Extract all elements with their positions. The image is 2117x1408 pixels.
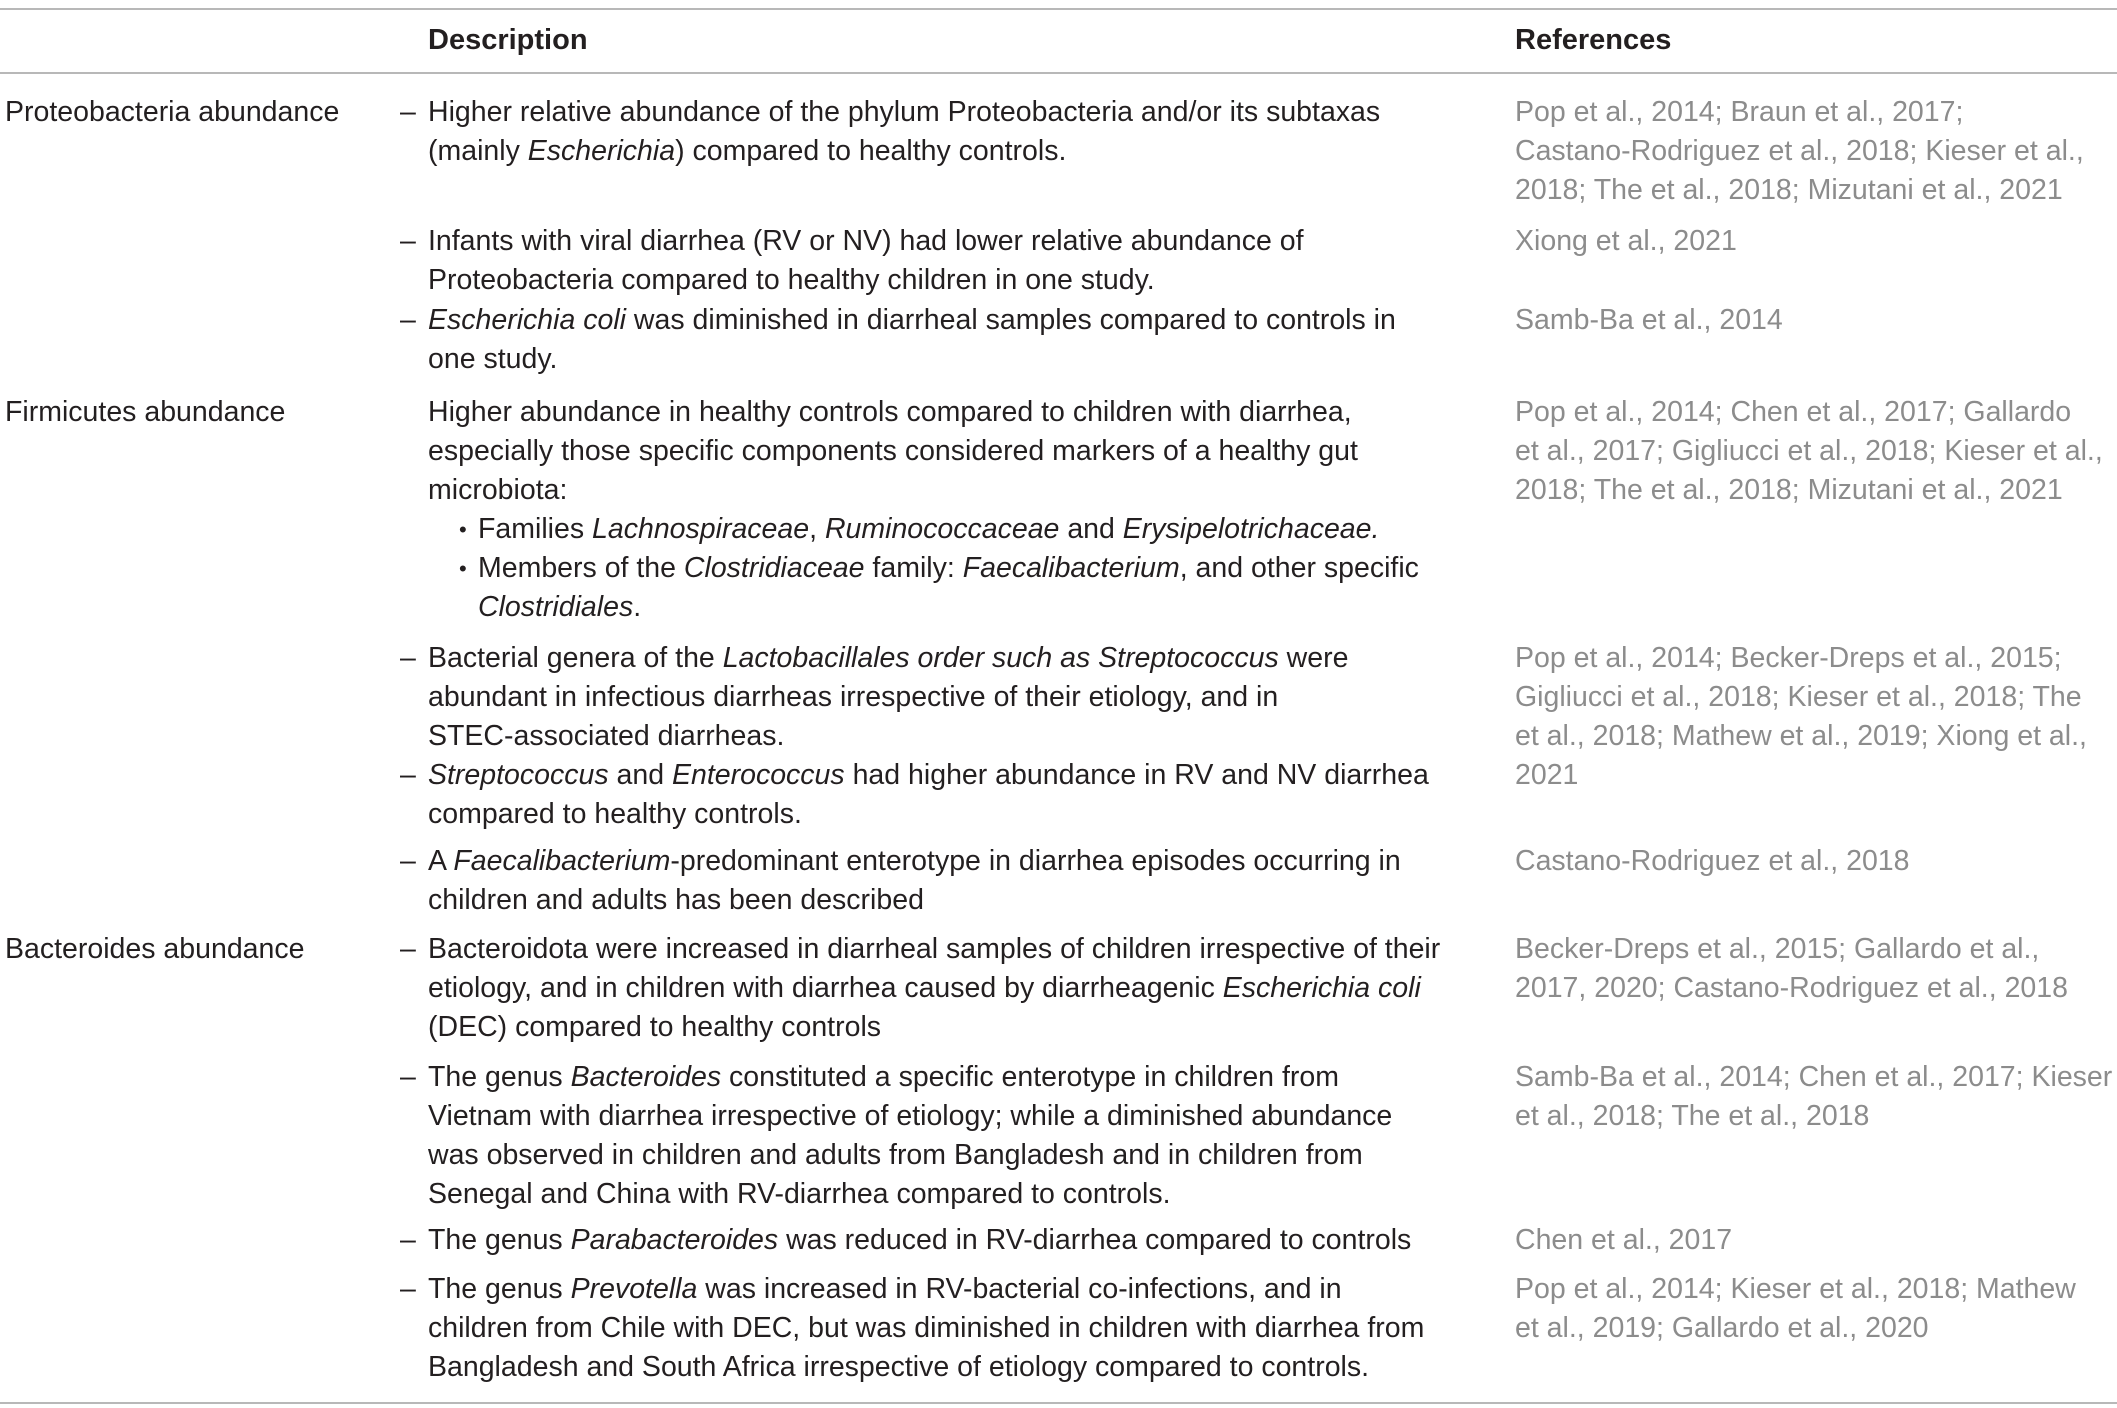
reference-line: Pop et al., 2014; Kieser et al., 2018; Mathew [1515,1273,2076,1305]
italic-taxon: Ruminococcaceae [824,513,1060,545]
header-description: Description [428,24,588,56]
description-line [428,471,567,510]
text-run: and [608,759,672,791]
description-line [478,549,1419,588]
dash-marker: – [400,759,416,791]
italic-taxon: Escherichia [527,135,676,167]
italic-taxon: Prevotella [570,1273,698,1305]
description-line [428,1175,1171,1214]
text-run: abundant in infectious diarrheas irrespective of their etiology, and in [428,681,1279,713]
reference-line: Pop et al., 2014; Braun et al., 2017; [1515,96,1964,128]
text-run: The genus [428,1273,571,1305]
description-line [428,842,1401,881]
reference-line: et al., 2018; Mathew et al., 2019; Xiong et al., [1515,720,2087,752]
description-line [428,639,1348,678]
reference-line: Samb-Ba et al., 2014 [1515,304,1783,336]
dash-marker: – [400,1273,416,1305]
text-run: had higher abundance in RV and NV diarrhea [844,759,1429,791]
reference-line: et al., 2017; Gigliucci et al., 2018; Kieser et al., [1515,435,2103,467]
reference-line: 2018; The et al., 2018; Mizutani et al., 2021 [1515,174,2063,206]
table-top-rule [0,8,2117,10]
reference-line: Xiong et al., 2021 [1515,225,1737,257]
description-line [428,881,924,920]
text-run: (mainly [428,135,528,167]
dash-marker: – [400,1061,416,1093]
reference-line: 2021 [1515,759,1579,791]
text-run: The genus [428,1061,571,1093]
text-run: Proteobacteria compared to healthy children in one study. [428,264,1155,296]
reference-line: 2018; The et al., 2018; Mizutani et al., 2021 [1515,474,2063,506]
italic-taxon: Escherichia coli [428,304,626,336]
description-line [428,756,1429,795]
text-run: , [809,513,825,545]
text-run: , and other specific [1179,552,1419,584]
table-bottom-rule [0,1402,2117,1404]
italic-taxon: Erysipelotrichaceae. [1122,513,1380,545]
description-line [428,1348,1369,1387]
row-category: Bacteroides abundance [5,933,305,965]
text-run: Bacteroidota were increased in diarrheal samples of children irrespective of their [428,933,1441,965]
description-line [428,1008,881,1047]
dash-marker: – [400,96,416,128]
description-line [478,510,1379,549]
italic-taxon: Faecalibacterium [453,845,671,877]
description-line [428,1136,1363,1175]
description-line [428,1221,1411,1260]
text-run: STEC-associated diarrheas. [428,720,785,752]
text-run: Infants with viral diarrhea (RV or NV) had lower relative abundance of [428,225,1304,257]
reference-line: Becker-Dreps et al., 2015; Gallardo et al., [1515,933,2040,965]
text-run: etiology, and in children with diarrhea caused by diarrheagenic [428,972,1223,1004]
dash-marker: – [400,225,416,257]
italic-taxon: Streptococcus [428,759,609,791]
text-run: Members of the [478,552,684,584]
description-line [428,301,1396,340]
header-rule [0,72,2117,74]
text-run: family: [864,552,963,584]
text-run: constituted a specific enterotype in children from [721,1061,1339,1093]
text-run: Senegal and China with RV-diarrhea compared to controls. [428,1178,1171,1210]
description-line [428,717,784,756]
dash-marker: – [400,1224,416,1256]
dash-marker: – [400,933,416,965]
reference-line: et al., 2018; The et al., 2018 [1515,1100,1870,1132]
reference-line: Chen et al., 2017 [1515,1224,1733,1256]
reference-line: 2017, 2020; Castano-Rodriguez et al., 2018 [1515,972,2068,1004]
text-run: (DEC) compared to healthy controls [428,1011,882,1043]
text-run: children from Chile with DEC, but was diminished in children with diarrhea from [428,1312,1425,1344]
description-line [428,678,1278,717]
reference-line: Castano-Rodriguez et al., 2018 [1515,845,1910,877]
italic-taxon: Clostridiaceae [683,552,865,584]
description-line [428,93,1380,132]
description-line [428,393,1352,432]
description-line [428,132,1066,171]
reference-line: Samb-Ba et al., 2014; Chen et al., 2017; Kieser [1515,1061,2113,1093]
header-references: References [1515,24,1672,56]
dash-marker: – [400,845,416,877]
reference-line: et al., 2019; Gallardo et al., 2020 [1515,1312,1929,1344]
description-line [428,1309,1424,1348]
italic-taxon: Enterococcus [671,759,845,791]
description-line [428,222,1304,261]
row-category: Firmicutes abundance [5,396,286,428]
dash-marker: – [400,642,416,674]
text-run: A [428,845,454,877]
text-run: Higher abundance in healthy controls compared to children with diarrhea, [428,396,1352,428]
text-run: microbiota: [428,474,568,506]
text-run: compared to healthy controls. [428,798,802,830]
text-run: was observed in children and adults from Bangladesh and in children from [428,1139,1363,1171]
italic-taxon: Lactobacillales order such as Streptococcus [722,642,1279,674]
reference-line: Castano-Rodriguez et al., 2018; Kieser et al., [1515,135,2084,167]
text-run: Vietnam with diarrhea irrespective of etiology; while a diminished abundance [428,1100,1393,1132]
text-run: was increased in RV-bacterial co-infections, and in [697,1273,1342,1305]
text-run: Bacterial genera of the [428,642,723,674]
italic-taxon: Clostridiales [478,591,634,623]
italic-taxon: Lachnospiraceae [592,513,810,545]
description-line [428,261,1155,300]
text-run: Bangladesh and South Africa irrespective of etiology compared to controls. [428,1351,1370,1383]
description-line [478,588,641,627]
text-run: Higher relative abundance of the phylum Proteobacteria and/or its subtaxas [428,96,1381,128]
description-line [428,432,1358,471]
description-line [428,795,802,834]
reference-line: Gigliucci et al., 2018; Kieser et al., 2018; The [1515,681,2082,713]
text-run: -predominant enterotype in diarrhea episodes occurring in [670,845,1401,877]
italic-taxon: Bacteroides [570,1061,722,1093]
italic-taxon: Faecalibacterium [962,552,1180,584]
row-category: Proteobacteria abundance [5,96,340,128]
text-run: children and adults has been described [428,884,924,916]
description-line [428,1270,1342,1309]
text-run: The genus [428,1224,571,1256]
reference-line: Pop et al., 2014; Chen et al., 2017; Gallardo [1515,396,2072,428]
text-run: Families [478,513,593,545]
bullet-marker: • [459,517,467,542]
text-run: was reduced in RV-diarrhea compared to controls [778,1224,1412,1256]
text-run: was diminished in diarrheal samples compared to controls in [626,304,1396,336]
description-line [428,340,557,379]
text-run: and [1059,513,1123,545]
description-line [428,969,1421,1008]
text-run: were [1278,642,1349,674]
text-run: . [633,591,642,623]
text-run: ) compared to healthy controls. [675,135,1067,167]
italic-taxon: Escherichia coli [1222,972,1421,1004]
text-run: one study. [428,343,558,375]
bullet-marker: • [459,556,467,581]
italic-taxon: Parabacteroides [570,1224,779,1256]
dash-marker: – [400,304,416,336]
description-line [428,930,1440,969]
description-line [428,1058,1339,1097]
reference-line: Pop et al., 2014; Becker-Dreps et al., 2015; [1515,642,2062,674]
description-line [428,1097,1392,1136]
text-run: especially those specific components considered markers of a healthy gut [428,435,1358,467]
